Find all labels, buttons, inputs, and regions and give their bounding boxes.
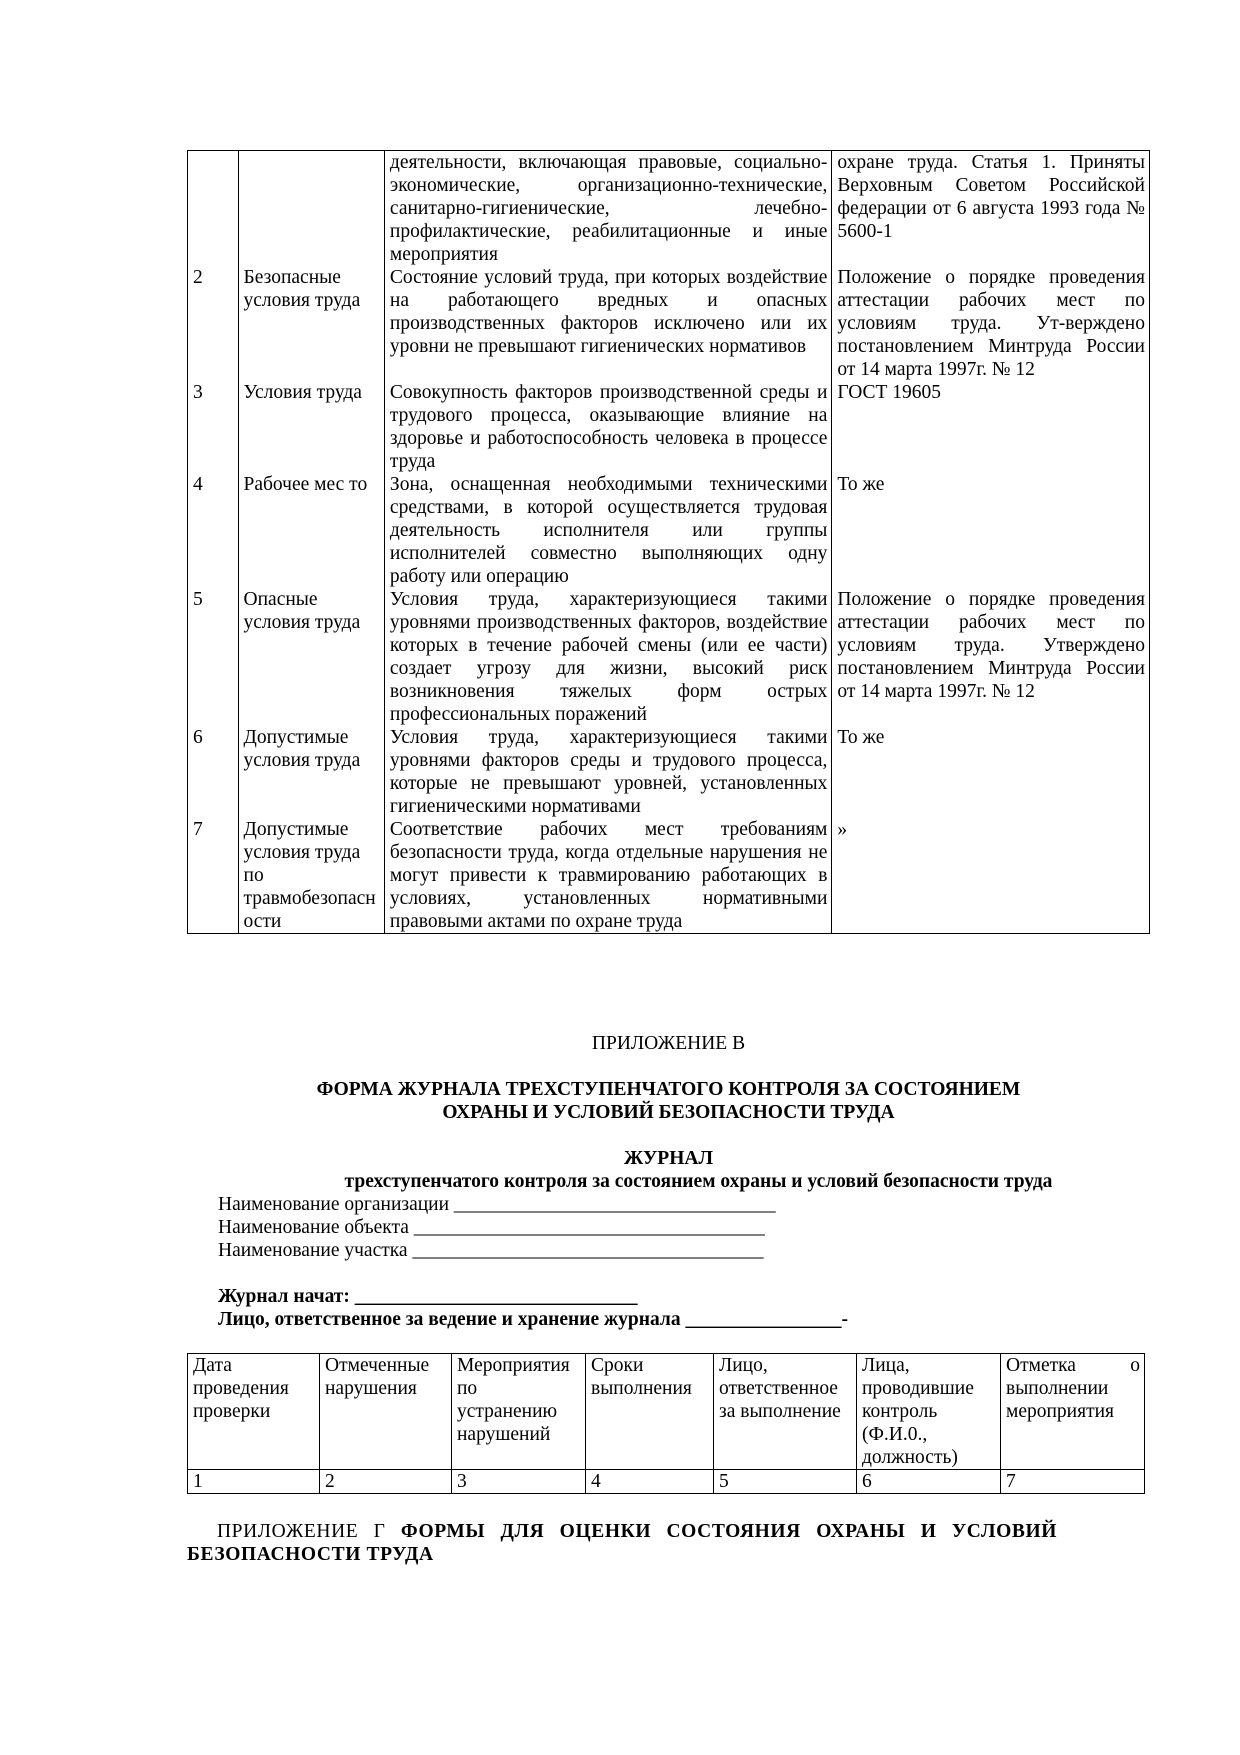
header-date: Дата проведения проверки [188,1354,320,1470]
row-definition: деятельности, включающая правовые, социально-экономические, организационно-технические, санитарно-гигиенические, лечебно-профилактические, реабилитационные и иные мероприятия [384,151,831,267]
table-row [188,266,1150,381]
row-term: Допустимые условия труда [238,726,384,818]
row-number: 2 [188,266,239,381]
row-source: Положение о порядке проведения аттестации рабочих мест по условиям труда. Ут-верждено постановлением Минтруда России от 14 марта 1997г. № 12 [832,266,1150,381]
row-term: Рабочее мес то [238,473,384,588]
header-violations: Отмеченные нарушения [320,1354,452,1470]
row-definition: Условия труда, характеризующиеся такими уровнями факторов среды и трудового процесса, которые не превышают уровней, установленных гигиеническими нормативами [384,726,831,818]
row-term [238,151,384,267]
row-definition: Состояние условий труда, при которых воздействие на работающего вредных и опасных производственных факторов исключено или их уровни не превышают гигиенических нормативов [384,266,831,381]
column-number: 3 [452,1470,586,1494]
table-row [188,588,1150,726]
definitions-table [187,150,1150,934]
row-source: То же [832,473,1150,588]
row-term: Условия труда [238,381,384,473]
appendix-v-title-line1: ФОРМА ЖУРНАЛА ТРЕХСТУПЕНЧАТОГО КОНТРОЛЯ ЗА СОСТОЯНИЕМ [316,1079,1021,1100]
row-definition: Совокупность факторов производственной среды и трудового процесса, оказывающие влияние на здоровье и работоспособность человека в процессе труда [384,381,831,473]
appendix-v-label: ПРИЛОЖЕНИЕ В [591,1033,746,1054]
header-completion-mark: Отметка о выполнении мероприятия [1001,1354,1145,1470]
table-row [188,151,1150,267]
column-number: 1 [188,1470,320,1494]
header-responsible: Лицо, ответственное за выполнение [714,1354,857,1470]
column-number: 6 [857,1470,1001,1494]
column-number: 7 [1001,1470,1145,1494]
responsible-person: Лицо, ответственное за ведение и хранение журнала ________________- [218,1309,848,1330]
row-term: Безопасные условия труда [238,266,384,381]
header-inspectors: Лица, проводившие контроль (Ф.И.0., должность) [857,1354,1001,1470]
column-number: 5 [714,1470,857,1494]
row-definition: Соответствие рабочих мест требованиям безопасности труда, когда отдельные нарушения не могут привести к травмированию работающих в условиях, установленных нормативными правовыми актами по охране труда [384,818,831,934]
row-source: Положение о порядке проведения аттестации рабочих мест по условиям труда. Утверждено постановлением Минтруда России от 14 марта 1997г. № 12 [832,588,1150,726]
table-row [188,726,1150,818]
field-organization: Наименование организации _________________________________ [218,1194,776,1215]
row-number: 7 [188,818,239,934]
journal-header-row [188,1354,1145,1470]
row-definition: Зона, оснащенная необходимыми техническими средствами, в которой осуществляется трудовая деятельность исполнителя или группы исполнителей совместно выполняющих одну работу или операцию [384,473,831,588]
row-term: Опасные условия труда [238,588,384,726]
column-number: 4 [586,1470,714,1494]
row-source: ГОСТ 19605 [832,381,1150,473]
journal-heading: ЖУРНАЛ [623,1148,713,1169]
journal-started: Журнал начат: _____________________________ [218,1286,638,1307]
column-number: 2 [320,1470,452,1494]
journal-subheading: трехступенчатого контроля за состоянием охраны и условий безопасности труда [344,1171,1053,1192]
field-object: Наименование объекта ____________________________________ [218,1217,765,1238]
row-definition: Условия труда, характеризующиеся такими уровнями производственных факторов, воздействие которых в течение рабочей смены (или ее части) создает угрозу для жизни, высокий риск возникновения тяжелых форм острых профессиональных поражений [384,588,831,726]
appendix-g-label: ПРИЛОЖЕНИЕ Г [217,1521,386,1542]
row-number: 3 [188,381,239,473]
row-number: 4 [188,473,239,588]
row-term: Допустимые условия труда по травмобезопасн ости [238,818,384,934]
row-source: охране труда. Статья 1. Приняты Верховным Советом Российской федерации от 6 августа 1993 года № 5600-1 [832,151,1150,267]
row-number: 5 [188,588,239,726]
row-number: 6 [188,726,239,818]
table-row [188,473,1150,588]
appendix-v-title-line2: ОХРАНЫ И УСЛОВИЙ БЕЗОПАСНОСТИ ТРУДА [442,1102,895,1123]
journal-table [187,1353,1145,1494]
row-source: То же [832,726,1150,818]
row-number [188,151,239,267]
appendix-g [187,1520,1057,1566]
table-row [188,381,1150,473]
field-site: Наименование участка ____________________________________ [218,1240,764,1261]
appendix-g-title: ФОРМЫ ДЛЯ ОЦЕНКИ СОСТОЯНИЯ ОХРАНЫ И УСЛОВИЙ БЕЗОПАСНОСТИ ТРУДА [187,1521,1057,1565]
header-deadlines: Сроки выполнения [586,1354,714,1470]
table-row [188,818,1150,934]
journal-number-row [188,1470,1145,1494]
header-measures: Мероприятия по устранению нарушений [452,1354,586,1470]
row-source: » [832,818,1150,934]
